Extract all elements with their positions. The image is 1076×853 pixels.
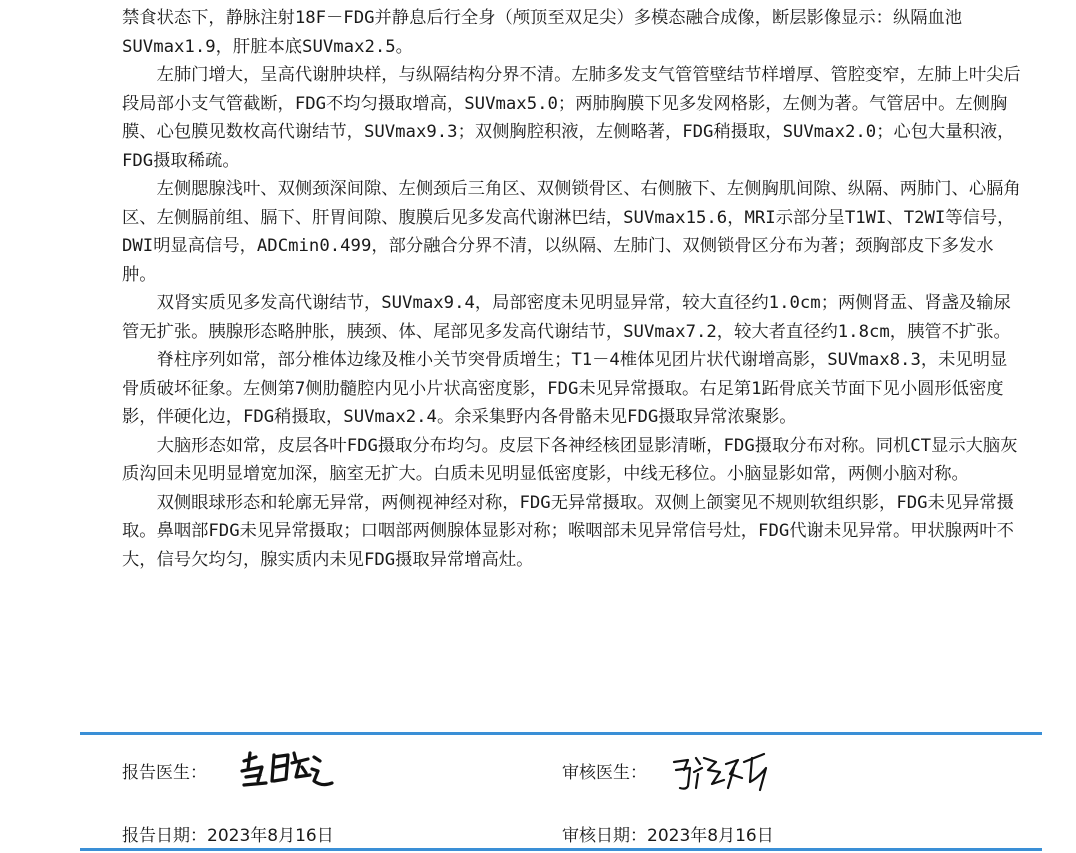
reviewing-doctor-label: 审核医生： xyxy=(562,763,647,783)
reporting-doctor-signature xyxy=(236,747,336,793)
report-findings xyxy=(122,4,1022,574)
findings-paragraph: 脊柱序列如常，部分椎体边缘及椎小关节突骨质增生；T1－4椎体见团片状代谢增高影，SUVmax8.3，未见明显骨质破坏征象。左侧第7侧肋髓腔内见小片状高密度影，FDG未见异常摄取。右足第1跖骨底关节面下见小圆形低密度影，伴硬化边，FDG稍摄取，SUVmax2.4。余采集野内各骨骼未见FDG摄取异常浓聚影。 xyxy=(122,350,1008,427)
findings-paragraph: 禁食状态下，静脉注射18F－FDG并静息后行全身（颅顶至双足尖）多模态融合成像，断层影像显示：纵隔血池SUVmax1.9，肝脏本底SUVmax2.5。 xyxy=(122,8,963,57)
divider-top xyxy=(80,732,1042,735)
findings-paragraph: 大脑形态如常，皮层各叶FDG摄取分布均匀。皮层下各神经核团显影清晰，FDG摄取分布对称。同机CT显示大脑灰质沟回未见明显增宽加深，脑室无扩大。白质未见明显低密度影，中线无移位。小脑显影如常，两侧小脑对称。 xyxy=(122,435,1018,484)
reporting-doctor-label: 报告医生： xyxy=(122,763,207,783)
findings-paragraph: 双侧眼球形态和轮廓无异常，两侧视神经对称，FDG无异常摄取。双侧上颌窦见不规则软组织影，FDG未见异常摄取。鼻咽部FDG未见异常摄取；口咽部两侧腺体显影对称；喉咽部未见异常信号灶，FDG代谢未见异常。甲状腺两叶不大，信号欠均匀，腺实质内未见FDG摄取异常增高灶。 xyxy=(122,492,1014,570)
reviewing-doctor-signature xyxy=(668,748,778,796)
findings-paragraph: 左肺门增大，呈高代谢肿块样，与纵隔结构分界不清。左肺多发支气管管壁结节样增厚、管腔变窄，左肺上叶尖后段局部小支气管截断，FDG不均匀摄取增高，SUVmax5.0；两肺胸膜下见多发网格影，左侧为著。气管居中。左侧胸膜、心包膜见数枚高代谢结节，SUVmax9.3；双侧胸腔积液，左侧略著，FDG稍摄取，SUVmax2.0；心包大量积液，FDG摄取稀疏。 xyxy=(122,65,1021,171)
divider-bottom xyxy=(80,848,1042,851)
review-date: 审核日期：2023年8月16日 xyxy=(562,826,774,846)
report-date: 报告日期：2023年8月16日 xyxy=(122,826,334,846)
findings-paragraph: 双肾实质见多发高代谢结节，SUVmax9.4，局部密度未见明显异常，较大直径约1.0cm；两侧肾盂、肾盏及输尿管无扩张。胰腺形态略肿胀，胰颈、体、尾部见多发高代谢结节，SUVmax7.2，较大者直径约1.8cm，胰管不扩张。 xyxy=(122,293,1011,342)
findings-paragraph: 左侧腮腺浅叶、双侧颈深间隙、左侧颈后三角区、双侧锁骨区、右侧腋下、左侧胸肌间隙、纵隔、两肺门、心膈角区、左侧膈前组、膈下、肝胃间隙、腹膜后见多发高代谢淋巴结，SUVmax15.6，MRI示部分呈T1WI、T2WI等信号，DWI明显高信号，ADCmin0.499，部分融合分界不清，以纵隔、左肺门、双侧锁骨区分布为著；颈胸部皮下多发水肿。 xyxy=(122,179,1021,285)
